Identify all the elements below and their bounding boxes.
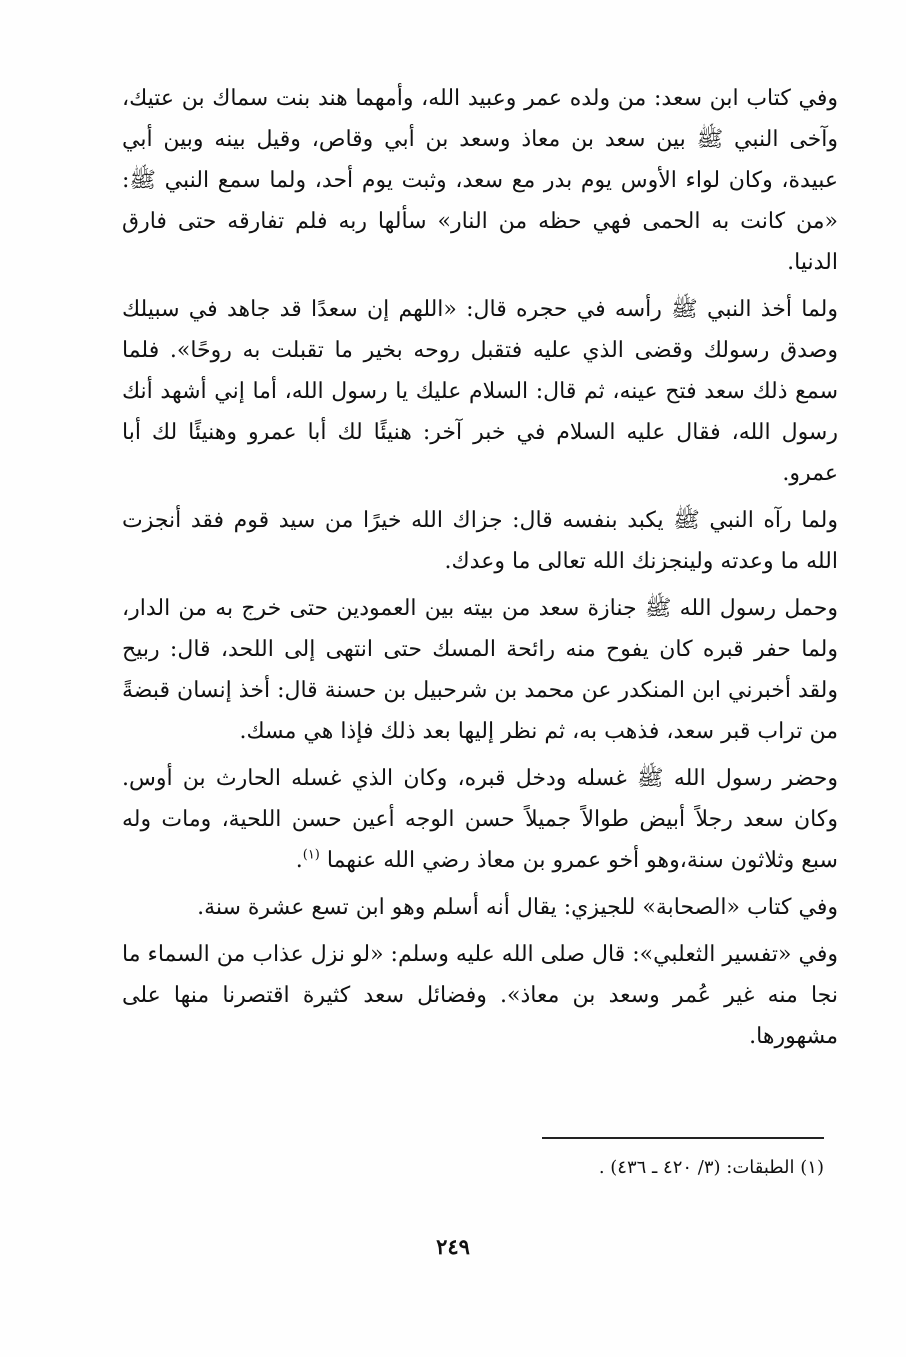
footnote-divider xyxy=(542,1137,824,1139)
footnote: (١) الطبقات: (٣/ ٤٢٠ ـ ٤٣٦) . xyxy=(598,1157,824,1178)
paragraph-7: وفي «تفسير الثعلبي»: قال صلى الله عليه وسلم: «لو نزل عذاب من السماء ما نجا منه غير عُمر وسعد بن معاذ». وفضائل سعد كثيرة اقتصرنا منها على مشهورها. xyxy=(122,942,838,1049)
main-text xyxy=(122,78,838,1063)
paragraph-5 xyxy=(122,758,838,881)
paragraph-2: ولما أخذ النبي ﷺ رأسه في حجره قال: «اللهم إن سعدًا قد جاهد في سبيلك وصدق رسولك وقضى الذي عليه فتقبل روحه بخير ما تقبلت به روحًا». فلما سمع ذلك سعد فتح عينه، ثم قال: السلام عليك يا رسول الله، أما إني أشهد أنك رسول الله، فقال عليه السلام في خبر آخر: هنيئًا لك أبا عمرو وهنيئًا لك أبا عمرو. xyxy=(122,297,838,486)
paragraph-6: وفي كتاب «الصحابة» للجيزي: يقال أنه أسلم وهو ابن تسع عشرة سنة. xyxy=(197,895,838,920)
page-number: ٢٤٩ xyxy=(436,1234,470,1259)
footnote-reference: (١) xyxy=(302,847,320,863)
paragraph-5-text: وحضر رسول الله ﷺ غسله ودخل قبره، وكان الذي غسله الحارث بن أوس. وكان سعد رجلاً أبيض طوالاً جميلاً حسن الوجه أعين حسن اللحية، ومات وله سبع وثلاثون سنة،وهو أخو عمرو بن معاذ رضي الله عنهما xyxy=(122,766,838,873)
paragraph-4: وحمل رسول الله ﷺ جنازة سعد من بيته بين العمودين حتى خرج به من الدار، ولما حفر قبره كان يفوح منه رائحة المسك حتى انتهى إلى اللحد، قال: ربيح ولقد أخبرني ابن المنكدر عن محمد بن شرحبيل بن حسنة قال: أخذ إنسان قبضةً من تراب قبر سعد، فذهب به، ثم نظر إليها بعد ذلك فإذا هي مسك. xyxy=(122,596,838,744)
paragraph-3: ولما رآه النبي ﷺ يكبد بنفسه قال: جزاك الله خيرًا من سيد قوم فقد أنجزت الله ما وعدته ولينجزنك الله تعالى ما وعدك. xyxy=(122,508,838,574)
paragraph-5-period: . xyxy=(295,848,303,873)
paragraph-1: وفي كتاب ابن سعد: من ولده عمر وعبيد الله، وأمهما هند بنت سماك بن عتيك، وآخى النبي ﷺ بين سعد بن معاذ وسعد بن أبي وقاص، وقيل بينه وبين أبي عبيدة، وكان لواء الأوس يوم بدر مع سعد، وثبت يوم أحد، ولما سمع النبي ﷺ: «من كانت به الحمى فهي حظه من النار» سألها ربه فلم تفارقه حتى فارق الدنيا. xyxy=(122,86,838,275)
